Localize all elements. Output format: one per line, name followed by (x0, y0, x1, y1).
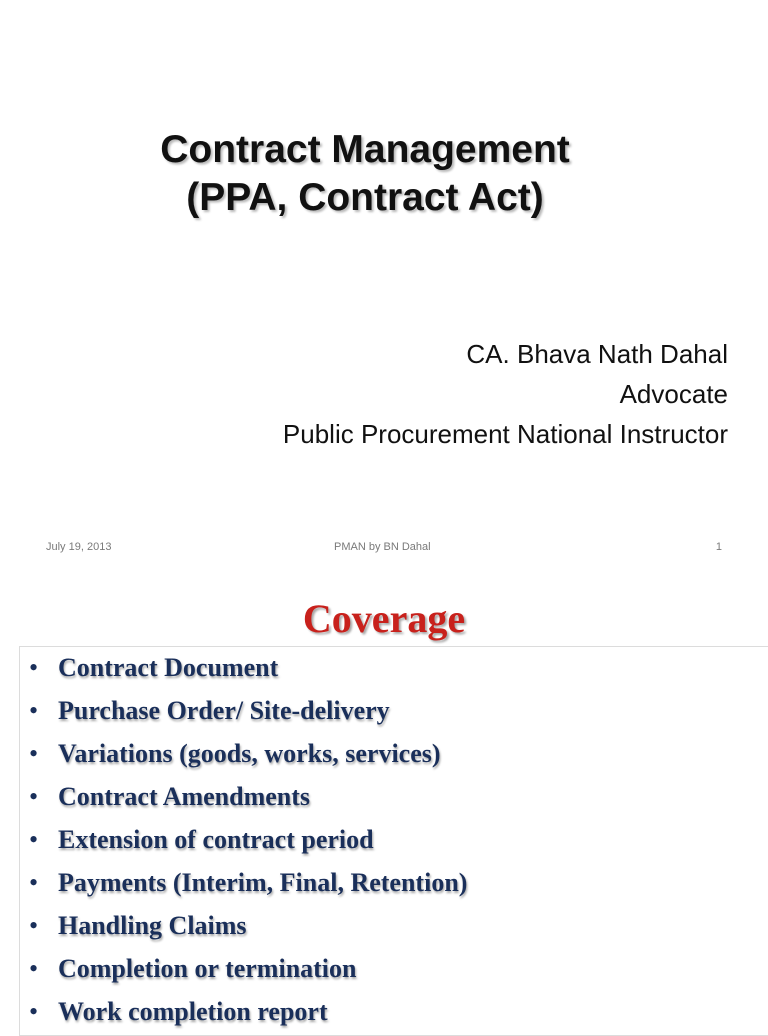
slide-title-line-1: Contract Management (160, 128, 570, 171)
bullet-dot-icon: • (29, 653, 39, 682)
footer-presenter: PMAN by BN Dahal (334, 541, 431, 553)
bullet-dot-icon: • (29, 868, 39, 897)
footer-date: July 19, 2013 (46, 541, 112, 553)
bullet-text: Contract Document (58, 653, 279, 682)
bullet-dot-icon: • (29, 739, 39, 768)
slide-title (0, 126, 730, 222)
content-box (19, 646, 768, 1036)
bullet-text: Purchase Order/ Site-delivery (58, 696, 390, 725)
bullet-dot-icon: • (29, 997, 39, 1026)
bullet-dot-icon: • (29, 911, 39, 940)
bullet-text: Completion or termination (58, 954, 357, 983)
author-position: Public Procurement National Instructor (282, 419, 728, 449)
bullet-dot-icon: • (29, 696, 39, 725)
bullet-text: Variations (goods, works, services) (58, 739, 441, 768)
bullet-text: Contract Amendments (58, 782, 311, 811)
bullet-dot-icon: • (29, 782, 39, 811)
bullet-text: Work completion report (58, 997, 328, 1026)
bullet-text: Payments (Interim, Final, Retention) (58, 868, 468, 897)
author-role: Advocate (619, 379, 728, 409)
bullet-text: Handling Claims (58, 911, 247, 940)
coverage-title: Coverage (302, 596, 466, 641)
coverage-slide (0, 570, 768, 1024)
footer-page-number: 1 (715, 541, 722, 553)
slide-title-line-2: (PPA, Contract Act) (186, 176, 544, 219)
author-block (283, 334, 728, 454)
bullet-dot-icon: • (29, 954, 39, 983)
bullet-dot-icon: • (29, 825, 39, 854)
bullet-text: Extension of contract period (58, 825, 374, 854)
author-name: CA. Bhava Nath Dahal (466, 339, 728, 369)
